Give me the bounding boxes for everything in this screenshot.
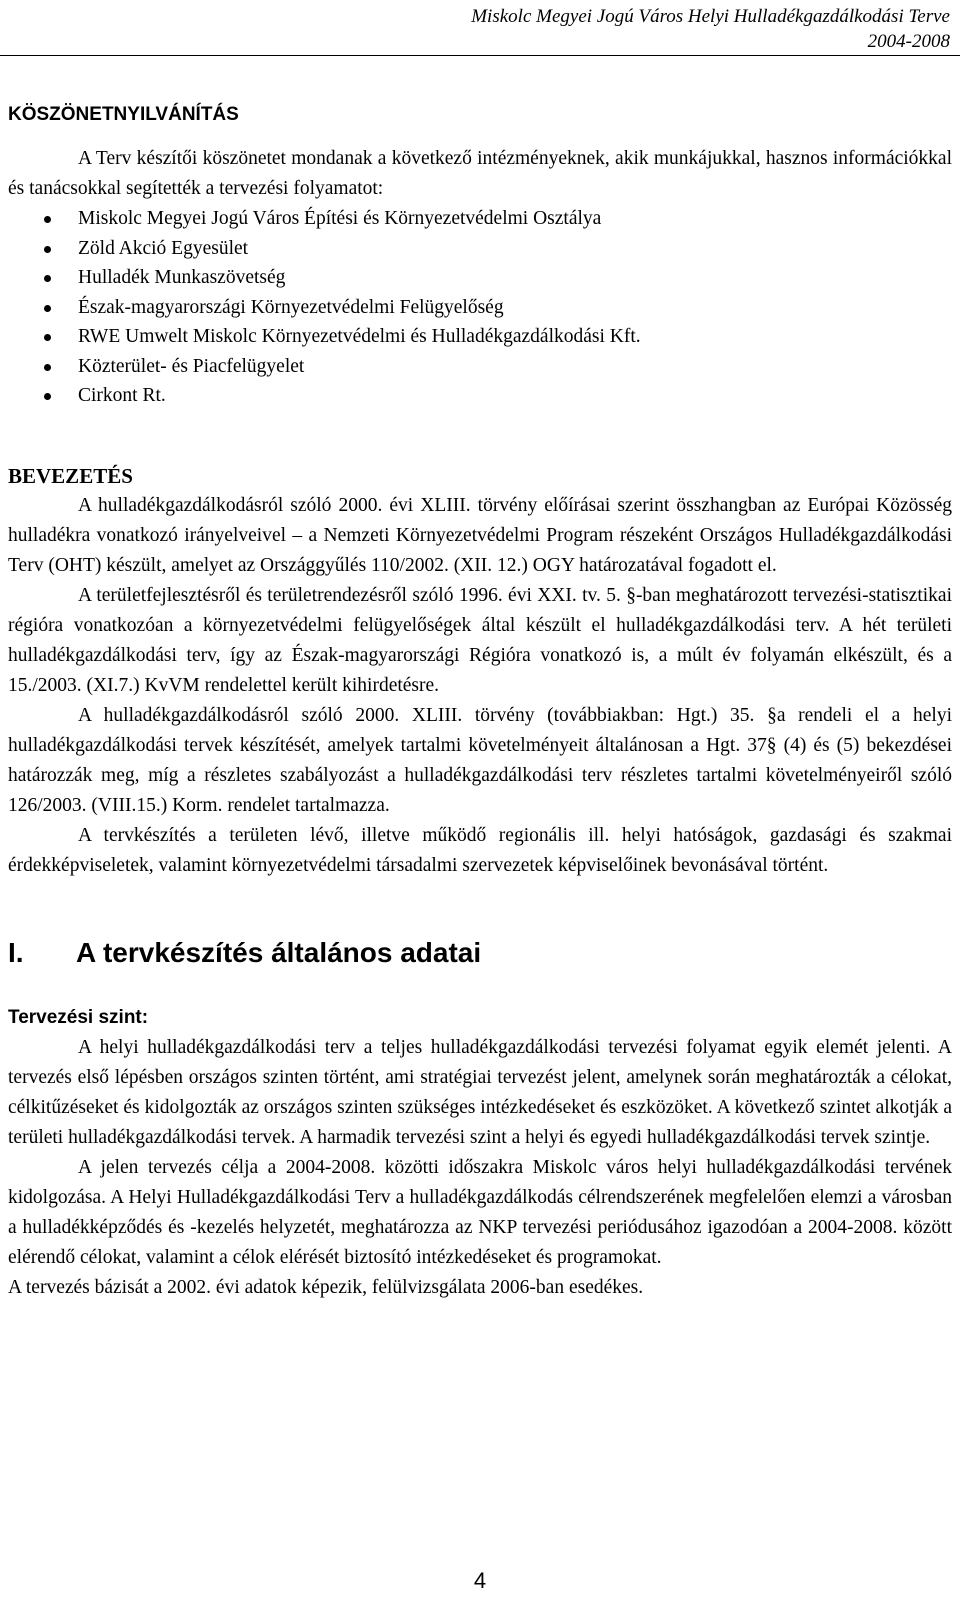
bullet-icon [44, 364, 51, 371]
planning-final-line: A tervezés bázisát a 2002. évi adatok képezik, felülvizsgálata 2006-ban esedékes. [8, 1276, 644, 1298]
list-item: Miskolc Megyei Jogú Város Építési és Környezetvédelmi Osztálya [8, 204, 952, 234]
bullet-icon [44, 393, 51, 400]
bullet-icon [44, 305, 51, 312]
acknowledgements-heading: KÖSZÖNETNYILVÁNÍTÁS [8, 104, 239, 125]
page-content [8, 100, 952, 1303]
intro-paragraph-1: A hulladékgazdálkodásról szóló 2000. évi XLIII. törvény előírásai szerint összhangban az Európai Közösség hulladékra vonatkozó irányelveivel – a Nemzeti Környezetvédelmi Program részeként Országos Hulladékgazdálkodási Terv (OHT) készült, amelyet az Országgyűlés 110/2002. (XII. 12.) OGY határozatával fogadott el. [8, 494, 952, 576]
chapter-number: I. [8, 936, 24, 968]
planning-level-heading: Tervezési szint: [8, 1006, 149, 1028]
list-item: Hulladék Munkaszövetség [8, 263, 952, 293]
intro-paragraph-2: A területfejlesztésről és területrendezésről szóló 1996. évi XXI. tv. 5. §-ban meghatározott tervezési-statisztikai régióra vonatkozóan a környezetvédelmi felügyelőségek által készült el hulladékgazdálkodási terv. A hét területi hulladékgazdálkodási terv, így az Észak-magyarországi Régióra vonatkozó is, a múlt év folyamán elkészült, és a 15./2003. (XI.7.) KvVM rendelettel került kihirdetésre. [8, 584, 952, 696]
intro-paragraph-4: A tervkészítés a területen lévő, illetve működő regionális ill. helyi hatóságok, gazdasági és szakmai érdekképviseletek, valamint környezetvédelmi társadalmi szervezetek képviselőinek bevonásával történt. [8, 824, 952, 876]
header-period: 2004-2008 [867, 31, 950, 52]
chapter-heading [8, 933, 952, 973]
page-header [0, 0, 960, 56]
bullet-icon [44, 334, 51, 341]
introduction-heading: BEVEZETÉS [8, 463, 133, 488]
list-item: Közterület- és Piacfelügyelet [8, 352, 952, 382]
list-item: Észak-magyarországi Környezetvédelmi Felügyelőség [8, 293, 952, 323]
header-title: Miskolc Megyei Jogú Város Helyi Hulladékgazdálkodási Terve [471, 6, 950, 27]
planning-paragraph-2: A jelen tervezés célja a 2004-2008. közötti időszakra Miskolc város helyi hulladékgazdálkodási tervének kidolgozása. A Helyi Hulladékgazdálkodási Terv a hulladékgazdálkodás célrendszerének megfelelően elemzi a városban a hulladékképződés és -kezelés helyzetét, meghatározza az NKP tervezési periódusához igazodóan a 2004-2008. között elérendő célokat, valamint a célok elérését biztosító intézkedéseket és programokat. [8, 1156, 952, 1268]
acknowledgements-intro: A Terv készítői köszönetet mondanak a következő intézményeknek, akik munkájukkal, hasznos információkkal és tanácsokkal segítették a tervezési folyamatot: [8, 148, 952, 199]
bullet-icon [44, 216, 51, 223]
planning-paragraph-1: A helyi hulladékgazdálkodási terv a teljes hulladékgazdálkodási tervezési folyamat egyik elemét jelenti. A tervezés első lépésben országos szinten történt, ami stratégiai tervezést jelent, amelynek során meghatározták a célokat, célkitűzéseket és kidolgozták az országos szinten szükséges intézkedéseket és eszközöket. A következő szintet alkotják a területi hulladékgazdálkodási tervek. A harmadik tervezési szint a helyi és egyedi hulladékgazdálkodási tervek szintje. [8, 1036, 952, 1148]
chapter-title: A tervkészítés általános adatai [76, 936, 482, 968]
list-item: RWE Umwelt Miskolc Környezetvédelmi és Hulladékgazdálkodási Kft. [8, 322, 952, 352]
bullet-icon [44, 246, 51, 253]
acknowledgements-list [8, 204, 952, 411]
intro-paragraph-3: A hulladékgazdálkodásról szóló 2000. XLIII. törvény (továbbiakban: Hgt.) 35. §a rendeli el a helyi hulladékgazdálkodási tervek készítését, amelyek tartalmi követelményeit általánosan a Hgt. 37§ (4) és (5) bekezdései határozzák meg, míg a részletes szabályozást a hulladékgazdálkodási terv részletes tartalmi követelményeiről szóló 126/2003. (VIII.15.) Korm. rendelet tartalmazza. [8, 704, 952, 816]
list-item: Cirkont Rt. [8, 381, 952, 411]
bullet-icon [44, 275, 51, 282]
list-item: Zöld Akció Egyesület [8, 234, 952, 264]
page-number: 4 [473, 1568, 487, 1593]
